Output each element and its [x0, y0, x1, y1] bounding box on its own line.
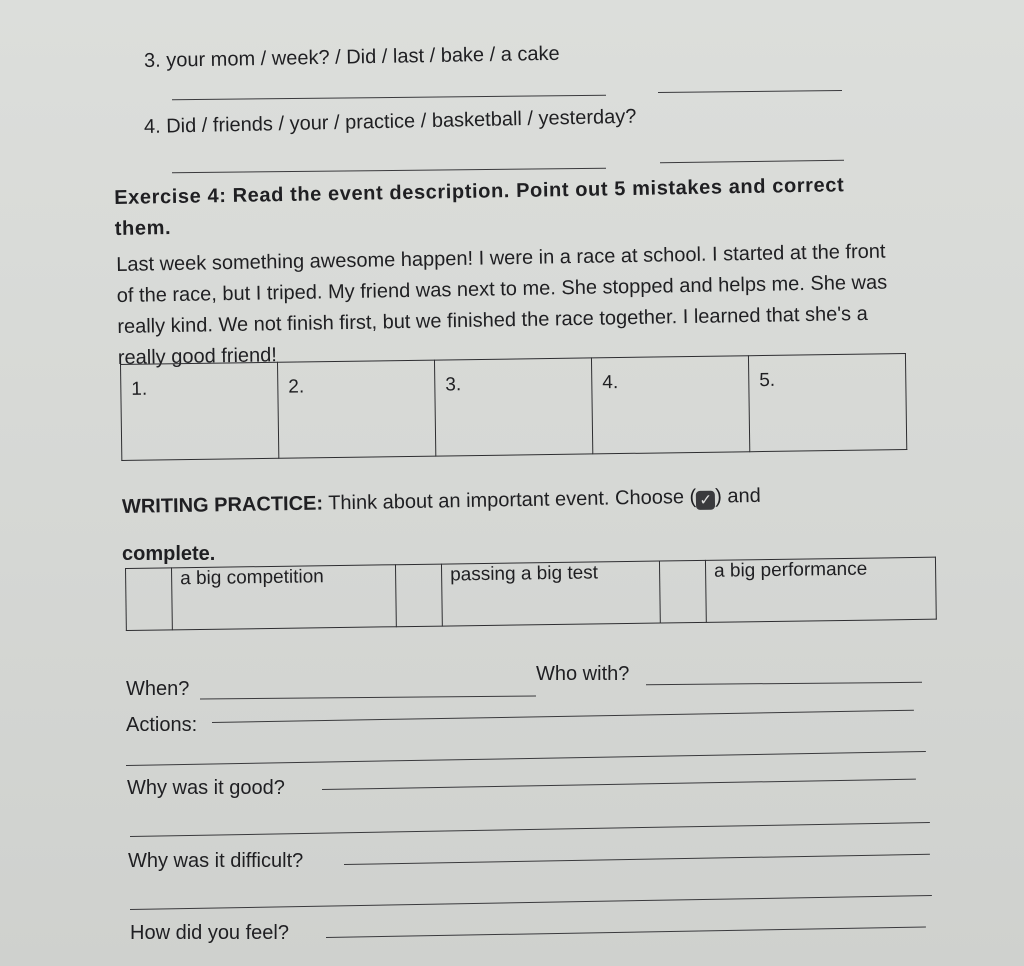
prompt-who-with: Who with? [536, 663, 630, 685]
answer-cell-2[interactable] [277, 360, 435, 458]
answer-cell-label: 3. [445, 374, 462, 396]
event-choice-table [125, 557, 937, 631]
event-description [116, 236, 908, 374]
answer-line-why-good-2[interactable] [130, 822, 930, 837]
answer-cell-label: 5. [759, 369, 776, 392]
answer-line-why-good[interactable] [322, 779, 916, 790]
prompt-when: When? [126, 678, 190, 700]
answer-cell-4[interactable] [591, 356, 749, 454]
answer-cell-3[interactable] [434, 358, 592, 456]
prompt-how-feel: How did you feel? [130, 922, 289, 944]
writing-practice-title: WRITING PRACTICE: [121, 492, 324, 518]
writing-practice-heading [122, 485, 761, 520]
answer-line-when[interactable] [200, 696, 536, 700]
writing-practice-heading-line2: complete. [122, 543, 216, 565]
choice-option-test: passing a big test [441, 561, 660, 626]
prompt-why-difficult: Why was it difficult? [128, 850, 304, 872]
exercise-4-heading: Exercise 4: Read the event description. Point out 5 mistakes and correct them. [114, 174, 845, 240]
choice-checkbox-test[interactable] [395, 564, 442, 627]
answer-line[interactable] [658, 90, 842, 93]
answer-cell-1[interactable] [121, 362, 279, 460]
prompt-why-good: Why was it good? [127, 777, 285, 799]
answer-cell-label: 4. [602, 372, 619, 394]
answer-line[interactable] [660, 160, 844, 164]
answer-line-who-with[interactable] [646, 682, 922, 685]
answer-line-how-feel[interactable] [326, 927, 926, 938]
choice-option-competition: a big competition [172, 565, 397, 630]
answer-line-actions[interactable] [212, 710, 914, 723]
mistakes-answer-table [120, 353, 907, 461]
sentence-item-4: 4. Did / friends / your / practice / basketball / yesterday? [143, 105, 637, 138]
choice-checkbox-performance[interactable] [659, 560, 706, 623]
answer-line[interactable] [172, 168, 606, 174]
answer-line[interactable] [172, 95, 606, 101]
answer-line-why-difficult[interactable] [344, 854, 930, 865]
sentence-item-3: 3. your mom / week? / Did / last / bake / a cake [143, 42, 560, 72]
checked-box-icon: ✓ [696, 491, 715, 510]
writing-practice-instruction: Think about an important event. Choose ( [322, 485, 697, 515]
answer-line-actions-2[interactable] [126, 751, 926, 766]
choice-option-performance: a big performance [705, 557, 936, 622]
choice-checkbox-competition[interactable] [126, 568, 173, 631]
answer-line-why-difficult-2[interactable] [130, 895, 932, 910]
prompt-actions: Actions: [126, 714, 198, 736]
answer-cell-label: 2. [288, 376, 305, 398]
writing-practice-instruction-end: ) and [714, 484, 761, 508]
answer-cell-label: 1. [131, 378, 148, 400]
answer-cell-5[interactable] [748, 354, 906, 452]
event-description-text: Last week something awesome happen! I were in a race at school. I started at the front of the race, but I triped. My friend was next to me. She stopped and helps me. She was really kind. We not finish first, but we finished the race together. I learned that she's a really good friend! [116, 240, 888, 369]
